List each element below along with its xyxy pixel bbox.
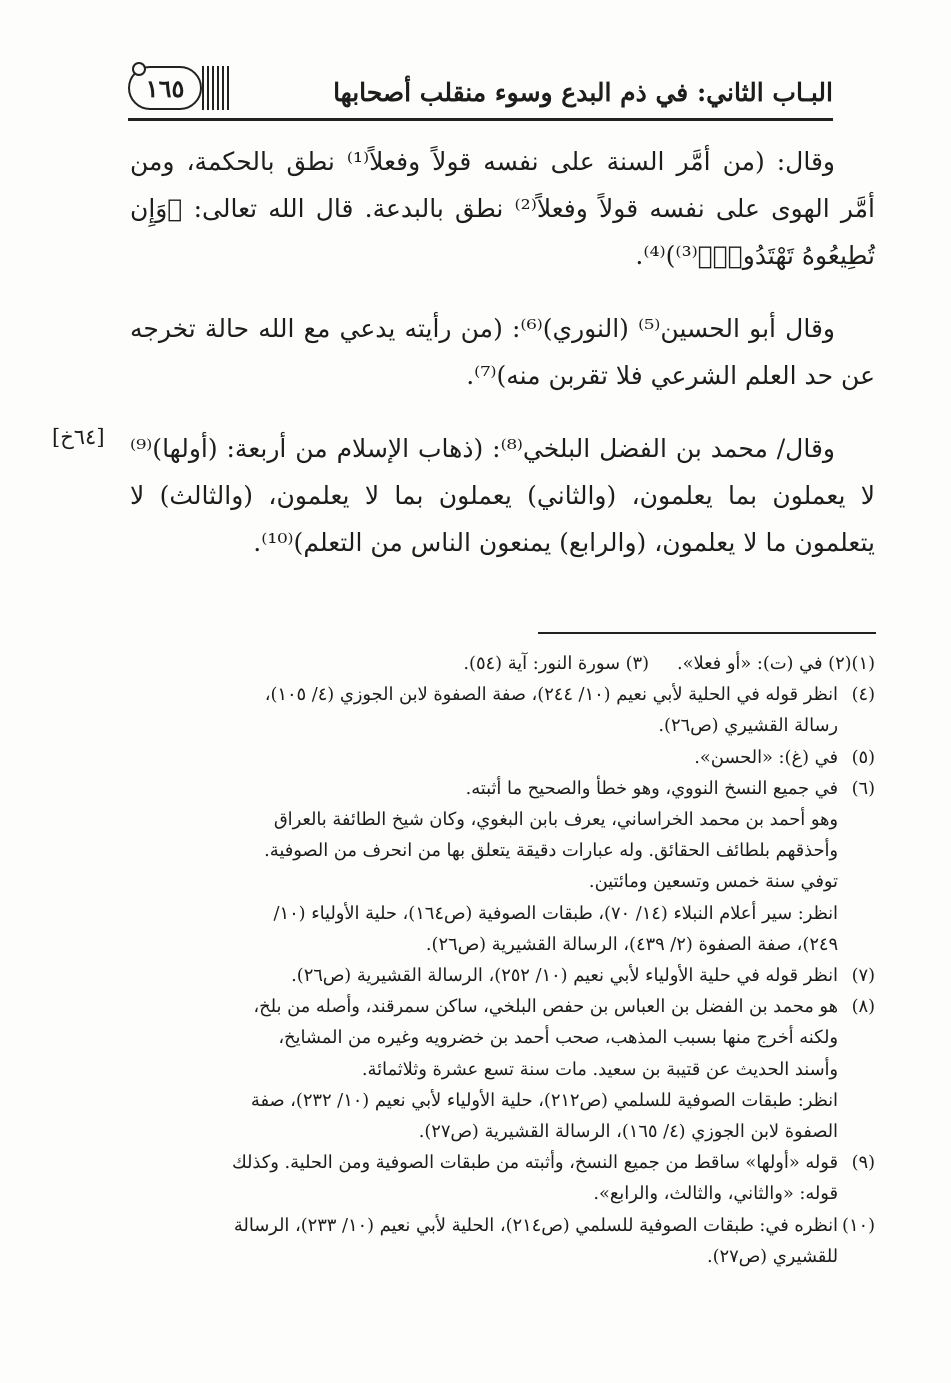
- footnote-line: ٢٤٩)، صفة الصفوة (٢/ ٤٣٩)، الرسالة القشيرية (ص٢٦).: [425, 933, 838, 955]
- footnote-line: الصفوة لابن الجوزي (٤/ ١٦٥)، الرسالة القشيرية (ص٢٧).: [418, 1121, 838, 1143]
- chapter-title: البـاب الثاني: في ذم البدع وسوء منقلب أصحابها: [333, 78, 833, 107]
- footnote-number: (١٠): [842, 1214, 875, 1236]
- paragraph-1: وقال: (من أمَّر السنة على نفسه قولاً وفعلاً⁽¹⁾ نطق بالحكمة، ومن أمَّر الهوى على نفسه قولاً وفعلاً⁽²⁾ نطق بالبدعة. قال الله تعالى: ﴿وَإِن تُطِيعُوهُ تَهْتَدُوا۟﴾⁽³⁾)⁽⁴⁾.: [130, 147, 875, 270]
- footnote-line: رسالة القشيري (ص٢٦).: [658, 715, 838, 737]
- footnote-text: انظر قوله في حلية الأولياء لأبي نعيم (١٠/ ٢٥٢)، الرسالة القشيرية (ص٢٦).: [291, 965, 838, 987]
- footnote-3: [463, 648, 649, 679]
- header-rule: [128, 118, 833, 121]
- footnote-text: [130, 679, 838, 741]
- footnote-4: [130, 679, 875, 741]
- ornament-bars: [202, 66, 230, 110]
- footnote-5: [130, 742, 875, 773]
- footnote-line: وأحذقهم بلطائف الحقائق. وله عبارات دقيقة يتعلق بها من انحرف من الصوفية.: [264, 840, 838, 862]
- footnote-text: [130, 773, 838, 960]
- footnote-number: (٤): [851, 684, 875, 706]
- footnote-separator: [538, 632, 876, 634]
- paragraph-2: وقال أبو الحسين⁽⁵⁾ (النوري)⁽⁶⁾: (من رأيته يدعي مع الله حالة تخرجه عن حد العلم الشرعي فلا تقربن منه)⁽⁷⁾.: [130, 314, 875, 390]
- footnote-number: (١)(٢): [828, 653, 875, 674]
- footnote-line: في جميع النسخ النووي، وهو خطأ والصحيح ما أثبته.: [465, 777, 838, 799]
- footnote-number: (٦): [851, 777, 875, 799]
- footnote-line: انظره في: طبقات الصوفية للسلمي (ص٢١٤)، الحلية لأبي نعيم (١٠/ ٢٣٣)، الرسالة: [233, 1214, 838, 1236]
- footnote-line: قوله «أولها» ساقط من جميع النسخ، وأثبته من طبقات الصوفية ومن الحلية. وكذلك: [232, 1152, 838, 1174]
- page-number-ornament: [128, 62, 230, 110]
- footnote-line: وأسند الحديث عن قتيبة بن سعيد. مات سنة تسع عشرة وثلاثمائة.: [361, 1058, 838, 1080]
- page-number: ١٦٥: [128, 66, 202, 110]
- footnote-text: [130, 1210, 838, 1272]
- running-header: [128, 58, 833, 120]
- footnote-line: انظر: سير أعلام النبلاء (١٤/ ٧٠)، طبقات الصوفية (ص١٦٤)، حلية الأولياء (١٠/: [273, 902, 838, 924]
- footnote-number: (٣): [625, 653, 649, 674]
- footnote-9: [130, 1147, 875, 1209]
- main-text: [130, 138, 875, 566]
- footnote-line: قوله: «والثاني، والثالث، والرابع».: [593, 1183, 838, 1205]
- footnote-line: هو محمد بن الفضل بن العباس بن حفص البلخي، ساكن سمرقند، وأصله من بلخ،: [253, 996, 838, 1018]
- manuscript-folio-note: [٦٤خ]: [52, 425, 105, 449]
- footnote-line: توفي سنة خمس وتسعين ومائتين.: [588, 871, 838, 893]
- footnote-10: [130, 1210, 875, 1272]
- footnote-number: (٩): [851, 1152, 875, 1174]
- ornament-ring: [132, 62, 146, 76]
- footnote-number: (٥): [851, 746, 875, 768]
- footnote-6: [130, 773, 875, 960]
- footnote-line: انظر: طبقات الصوفية للسلمي (ص٢١٢)، حلية الأولياء لأبي نعيم (١٠/ ٢٣٢)، صفة: [250, 1089, 838, 1111]
- footnote-number: (٨): [851, 996, 875, 1018]
- paragraph-3: وقال/ محمد بن الفضل البلخي⁽⁸⁾: (ذهاب الإسلام من أربعة: (أولها)⁽⁹⁾ لا يعملون بما يعلمون، (والثاني) يعملون بما لا يعلمون، (والثالث) لا يتعلمون ما لا يعلمون، (والرابع) يمنعون الناس من التعلم)⁽¹⁰⁾.: [130, 434, 875, 557]
- footnote-1-2: [649, 648, 875, 679]
- footnote-line: انظر قوله في الحلية لأبي نعيم (١٠/ ٢٤٤)، صفة الصفوة لابن الجوزي (٤/ ١٠٥)،: [264, 684, 838, 706]
- footnote-text: [130, 1147, 838, 1209]
- footnote-line: للقشيري (ص٢٧).: [706, 1245, 838, 1267]
- footnote-8: [130, 991, 875, 1147]
- footnote-text: [130, 991, 838, 1147]
- footnote-number: (٧): [851, 965, 875, 987]
- footnote-text: في (غ): «الحسن».: [694, 746, 838, 768]
- footnote-text: سورة النور: آية (٥٤).: [463, 653, 620, 674]
- footnote-1-3: [130, 648, 875, 679]
- footnotes: [130, 648, 875, 1272]
- footnote-text: في (ت): «أو فعلا».: [676, 653, 823, 674]
- footnote-line: ولكنه أخرج منها بسبب المذهب، صحب أحمد بن خضرويه وغيره من المشايخ،: [278, 1027, 838, 1049]
- footnote-line: وهو أحمد بن محمد الخراساني، يعرف بابن البغوي، وكان شيخ الطائفة بالعراق: [273, 809, 838, 831]
- footnote-7: [130, 960, 875, 991]
